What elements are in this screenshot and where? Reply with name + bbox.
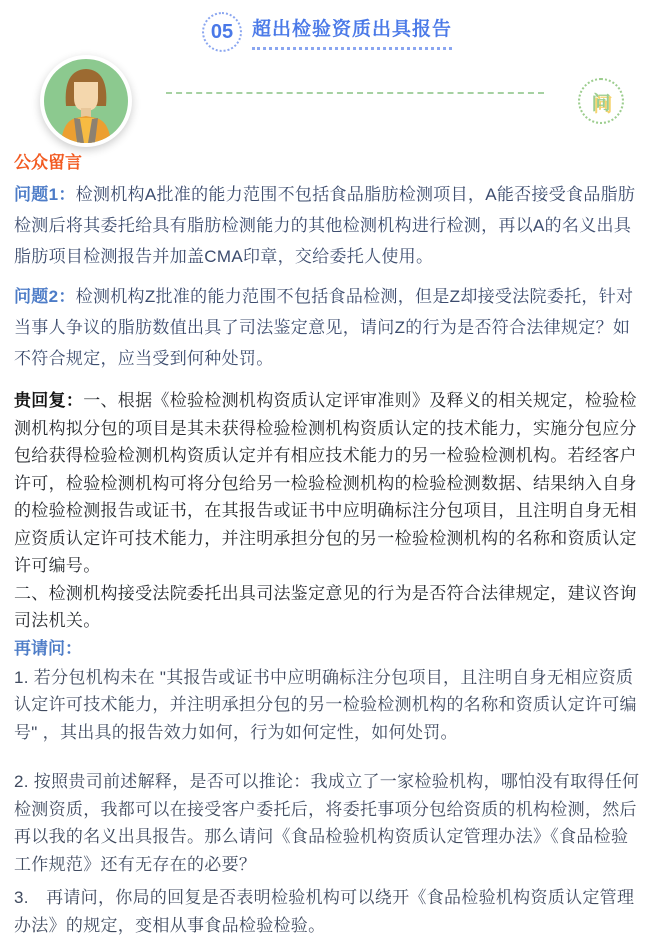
page-header	[0, 0, 654, 52]
question-paragraph-1	[14, 179, 640, 272]
question-1-text: 检测机构A批准的能力范围不包括食品脂肪检测项目，A能否接受食品脂肪检测后将其委托给具有脂肪检测能力的其他检测机构进行检测，再以A的名义出具脂肪项目检测报告并加盖CMA印章，交给委托人使用。	[14, 185, 636, 266]
reply-text-part1: 一、根据《检验检测机构资质认定评审准则》及释义的相关规定，检验检测机构拟分包的项目是其未获得检验检测机构资质认定的技术能力，实施分包应分包给获得检验检测机构资质认定并有相应技术能力的另一检验检测机构。若经客户许可，检验检测机构可将分包给另一检验检测机构的检验检测数据、结果纳入自身的检验检测报告或证书，在其报告或证书中应明确标注分包项目，且注明自身无相应资质认定许可技术能力，并注明承担分包的另一检验检测机构的名称和资质认定许可编号。	[14, 391, 637, 575]
page-title: 超出检验资质出具报告	[252, 14, 452, 50]
reply-text-part2: 二、检测机构接受法院委托出具司法鉴定意见的行为是否符合法律规定，建议咨询司法机关。	[14, 583, 637, 630]
reply-paragraph	[14, 387, 640, 635]
followup-item-1: 1. 若分包机构未在 "其报告或证书中应明确标注分包项目，且注明自身无相应资质认定许可技术能力，并注明承担分包的另一检验检测机构的名称和资质认定许可编号" ，其出具的报告效力如何，行为如何定性，如何处罚。	[14, 667, 637, 742]
question-2-text: 检测机构Z批准的能力范围不包括食品检测，但是Z却接受法院委托，针对当事人争议的脂肪数值出具了司法鉴定意见，请问Z的行为是否符合法律规定？如不符合规定，应当受到何种处罚。	[14, 287, 634, 368]
question-2-label: 问题2：	[14, 287, 76, 306]
person-avatar-icon	[44, 59, 128, 143]
reply-label: 贵回复：	[14, 391, 84, 410]
article-content	[0, 152, 654, 939]
question-paragraph-2	[14, 281, 640, 374]
section-label-public-comments: 公众留言	[14, 153, 82, 172]
followup-item-3: 3. 再请问，你局的回复是否表明检验机构可以绕开《食品检验机构资质认定管理办法》的规定，变相从事食品检验检验。	[14, 888, 635, 935]
followup-item-2: 2. 按照贵司前述解释，是否可以推论：我成立了一家检验机构，哪怕没有取得任何检测资质，我都可以在接受客户委托后，将委托事项分包给资质的机构检测，然后再以我的名义出具报告。那么请问《食品检验机构资质认定管理办法》《食品检验工作规范》还有无存在的必要？	[14, 772, 640, 874]
avatar	[40, 55, 132, 147]
dotted-divider-line	[166, 92, 544, 94]
topic-number-badge: 05	[202, 12, 242, 52]
intro-row	[0, 52, 654, 148]
ask-question-badge: 问	[578, 78, 624, 124]
question-1-label: 问题1：	[14, 185, 76, 204]
followup-heading: 再请问：	[14, 638, 82, 658]
